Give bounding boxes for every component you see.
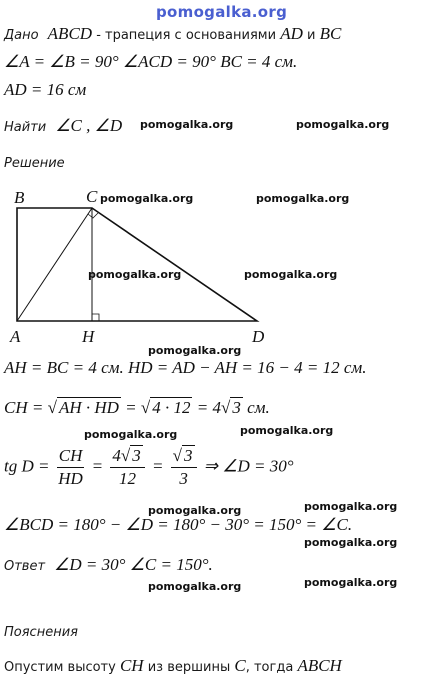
site-watermark: pomogalka.org bbox=[84, 428, 178, 441]
fraction-sqrt3-3: $\frac{√ 3}{3}$ bbox=[171, 446, 197, 489]
given-line-2: ∠A = ∠B = 90° ∠ACD = 90° BC = 4 см. bbox=[4, 52, 298, 71]
site-watermark: pomogalka.org bbox=[296, 118, 390, 131]
right-angle-mark-h bbox=[92, 314, 99, 321]
site-watermark: pomogalka.org bbox=[304, 536, 398, 549]
find-label: Найти bbox=[4, 120, 47, 135]
vertex-d-label: D bbox=[252, 327, 265, 346]
given-base-bc: BC bbox=[319, 24, 342, 43]
given-and: и bbox=[302, 28, 320, 43]
equals: = bbox=[120, 398, 141, 417]
given-line-1 bbox=[4, 24, 341, 44]
sqrt-3: √ 3 bbox=[220, 398, 241, 417]
find-text: ∠C , ∠D bbox=[55, 116, 123, 135]
explanation-label: Пояснения bbox=[4, 625, 78, 640]
site-watermark: pomogalka.org bbox=[148, 580, 242, 593]
step-angle-c: ∠BCD = 180° − ∠D = 180° − 30° = 150° = ∠C. bbox=[4, 515, 353, 534]
site-watermark: pomogalka.org bbox=[244, 268, 338, 281]
given-label: Дано bbox=[4, 28, 39, 43]
radicand-ah-hd: AH · HD bbox=[58, 398, 119, 417]
site-watermark: pomogalka.org bbox=[88, 268, 182, 281]
radicand-4-12: 4 · 12 bbox=[152, 398, 191, 417]
step-ah-hd: AH = BC = 4 см. HD = AD − AH = 16 − 4 = 12 см. bbox=[4, 358, 367, 377]
solution-label: Решение bbox=[4, 156, 65, 171]
find-line bbox=[4, 116, 122, 136]
trapezoid-figure bbox=[0, 180, 300, 350]
given-base-ad: AD bbox=[280, 24, 303, 43]
site-watermark: pomogalka.org bbox=[100, 192, 194, 205]
site-watermark: pomogalka.org bbox=[240, 424, 334, 437]
vertex-a-label: A bbox=[10, 327, 21, 346]
sqrt-4-12: √ 4 · 12 bbox=[140, 398, 191, 417]
site-watermark: pomogalka.org bbox=[140, 118, 234, 131]
vertex-c-label: C bbox=[86, 187, 98, 206]
fraction-ch-hd: $\frac{CH}{HD}$ bbox=[58, 446, 83, 488]
fraction-4sqrt3-12: $\frac{4√ 3}{12}$ bbox=[110, 446, 144, 489]
answer-label: Ответ bbox=[4, 559, 46, 574]
tg-result: ⇒ ∠D = 30° bbox=[199, 456, 294, 476]
tg-lhs: tg D = bbox=[4, 456, 54, 476]
explanation-line: Опустим высоту CH из вершины C, тогда ABCH bbox=[4, 656, 342, 675]
radicand-3: 3 bbox=[232, 398, 241, 417]
site-watermark: pomogalka.org bbox=[256, 192, 350, 205]
vertex-b-label: B bbox=[14, 188, 25, 207]
site-watermark: pomogalka.org bbox=[304, 576, 398, 589]
right-angle-mark-c bbox=[88, 213, 98, 218]
site-watermark-top: pomogalka.org bbox=[156, 3, 288, 21]
site-watermark: pomogalka.org bbox=[148, 344, 242, 357]
given-figure: ABCD bbox=[47, 24, 93, 43]
site-watermark: pomogalka.org bbox=[148, 504, 242, 517]
step-tg-d: tg D = $\frac{CH}{HD}$ = $\frac{4√ 3}{12}$ = $\frac{√ 3}{3}$ ⇒ ∠D = 30° bbox=[4, 446, 294, 488]
trapezoid-outline bbox=[17, 208, 257, 321]
unit-cm: см. bbox=[242, 398, 270, 417]
ch-lhs: CH = bbox=[4, 398, 48, 417]
diagonal-ac bbox=[17, 208, 92, 321]
given-description: - трапеция с основаниями bbox=[92, 28, 281, 43]
site-watermark: pomogalka.org bbox=[304, 500, 398, 513]
answer-text: ∠D = 30° ∠C = 150°. bbox=[54, 555, 213, 574]
step-ch bbox=[4, 398, 270, 418]
given-line-3: AD = 16 см bbox=[4, 80, 87, 99]
vertex-h-label: H bbox=[82, 327, 95, 346]
sqrt-ah-hd: √ AH · HD bbox=[47, 398, 119, 417]
equals-coef: = 4 bbox=[192, 398, 221, 417]
answer-line bbox=[4, 555, 213, 575]
